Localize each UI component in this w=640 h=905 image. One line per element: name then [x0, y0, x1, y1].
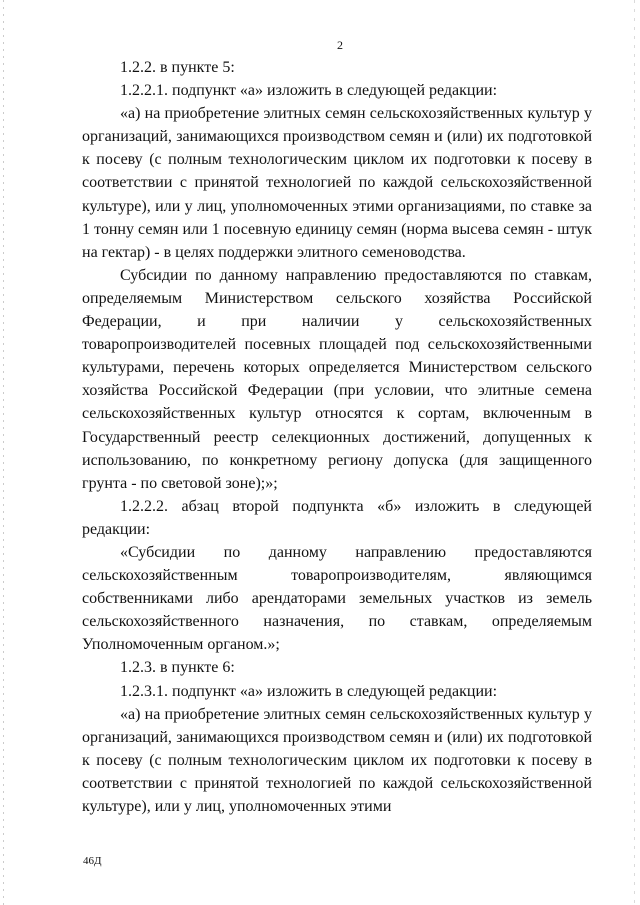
- paragraph-subsidies-owners: «Субсидии по данному направлению предоставляются сельскохозяйственным товаропроизводителям, являющимся собственниками либо арендаторами земельных участков из земель сельскохозяйственного назначения, по ставкам, определяемым Уполномоченным органом.»;: [82, 543, 592, 654]
- paragraph-1-2-3: 1.2.3. в пункте 6:: [120, 659, 235, 677]
- paragraph-subitem-a-text: «а) на приобретение элитных семян сельскохозяйственных культур у организаций, занимающихся производством семян и (или) их подготовкой к посеву (с полным технологическим циклом их подготовки к посеву в соответствии с принятой технологией по каждой сельскохозяйственной культуре), или у лиц, уполномоченных этими организациями, по ставке за 1 тонну семян или 1 посевную единицу семян (норма высева семян - штук на гектар) - в целях поддержки элитного семеноводства.: [82, 105, 592, 261]
- paragraph-1-2-2: 1.2.2. в пункте 5:: [120, 59, 235, 76]
- paragraph-1-2-3-1: 1.2.3.1. подпункт «а» изложить в следующей редакции:: [120, 682, 498, 700]
- paragraph-subsidies-rates: Субсидии по данному направлению предоставляются по ставкам, определяемым Министерством сельского хозяйства Российской Федерации, и при наличии у сельскохозяйственных товаропроизводителей посевных площадей под сельскохозяйственными культурами, перечень которых определяется Министерством сельского хозяйства Российской Федерации (при условии, что элитные семена сельскохозяйственных культур относятся к сортам, включенным в Государственный реестр селекционных достижений, допущенных к использованию, по конкретному региону допуска (для защищенного грунта - по световой зоне);»;: [82, 266, 592, 492]
- scan-edge-right: [634, 0, 635, 905]
- scan-edge-left: [3, 0, 4, 905]
- paragraph-1-2-2-1: 1.2.2.1. подпункт «а» изложить в следующей редакции:: [120, 82, 498, 100]
- footer-code: 46Д: [83, 855, 102, 867]
- page-number: 2: [337, 38, 343, 52]
- document-body: [82, 56, 592, 818]
- paragraph-subitem-a-text-repeat: «а) на приобретение элитных семян сельскохозяйственных культур у организаций, занимающихся производством семян и (или) их подготовкой к посеву (с полным технологическим циклом их подготовки к посеву в соответствии с принятой технологией по каждой сельскохозяйственной культуре), или у лиц, уполномоченных этими: [82, 705, 592, 815]
- paragraph-1-2-2-2: 1.2.2.2. абзац второй подпункта «б» изложить в следующей редакции:: [82, 497, 592, 538]
